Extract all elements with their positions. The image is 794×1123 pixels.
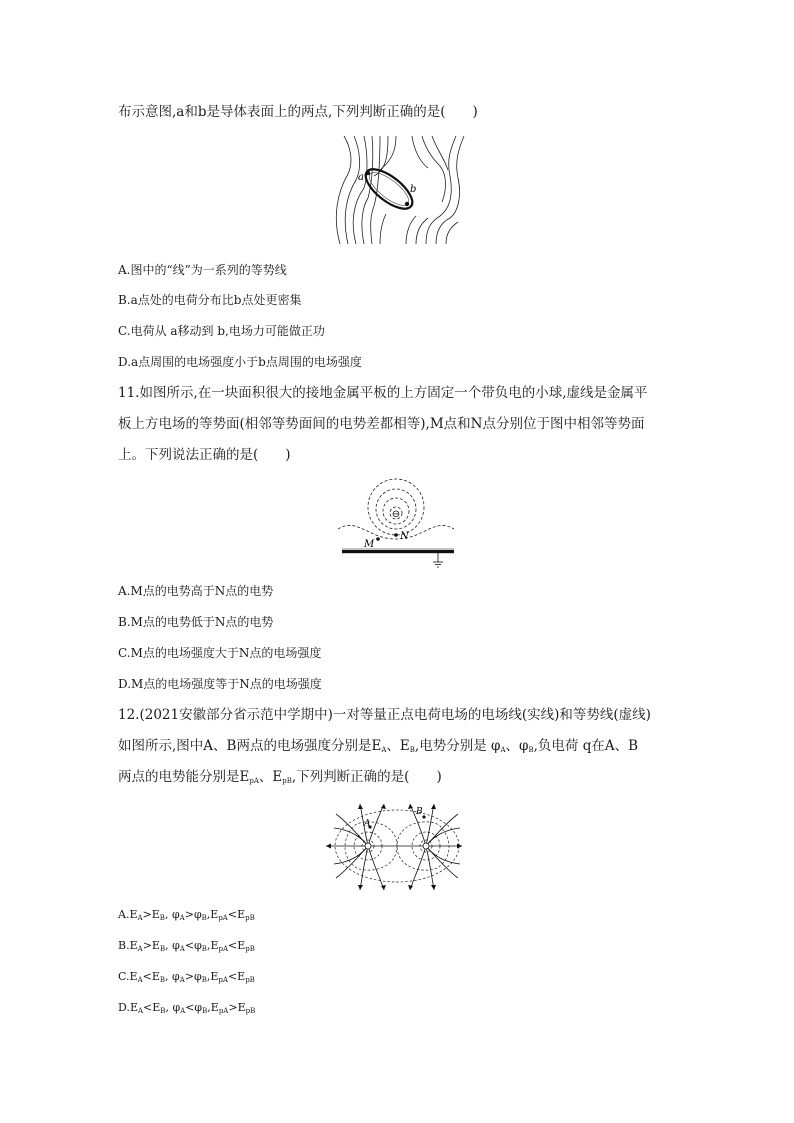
q11-option-b: B.M点的电势低于N点的电势: [118, 615, 274, 629]
arrowheads: [326, 804, 462, 890]
q11-option-a: A.M点的电势高于N点的电势: [118, 584, 274, 598]
q11-stem-line3: 上。下列说法正确的是( ): [118, 447, 291, 463]
field-lines: [326, 804, 462, 890]
q10-figure: [330, 136, 465, 244]
label-n: N: [400, 531, 409, 542]
charge-left: [365, 843, 371, 849]
label-b: B: [416, 807, 423, 817]
negative-charge-icon: ⊖: [391, 509, 401, 520]
label-b: b: [410, 184, 417, 195]
point-a: [366, 171, 370, 175]
point-b: [405, 202, 409, 206]
q12-option-b: $B.E_A>E_B$, $\varphi_A<\varphi_B,E_{pA}<E_{pB}$: [118, 939, 255, 953]
metal-plate: [342, 550, 454, 553]
point-m: [376, 537, 380, 541]
q12-option-a: $A.E_A>E_B$, $\varphi_A>\varphi_B,E_{pA}<E_{pB}$: [118, 908, 255, 922]
charge-right: [423, 843, 429, 849]
q11-stem-line1: 11.如图所示,在一块面积很大的接地金属平板的上方固定一个带负电的小球,虚线是金属平: [118, 385, 648, 401]
q12-figure: [324, 800, 464, 895]
q11-option-d: D.M点的电场强度等于N点的电场强度: [118, 677, 322, 691]
q12-stem-line1: 12.(2021安徽部分省示范中学期中)一对等量正点电荷电场的电场线(实线)和等势线(虚线): [118, 707, 651, 723]
label-a: a: [358, 172, 364, 183]
q11-figure: [338, 473, 458, 570]
label-a: A: [364, 819, 371, 829]
q12-option-d: $D.E_A<E_B$, $\varphi_A<\varphi_B,E_{pA}>E_{pB}$: [118, 1001, 256, 1015]
q11-option-c: C.M点的电场强度大于N点的电场强度: [118, 646, 322, 660]
q12-stem-line2: 如图所示,图中A、B两点的电场强度分别是$E_A$、$E_B$,电势分别是 $\varphi_A$、$\varphi_B$,负电荷 q在A、B: [118, 738, 639, 754]
q12-stem-line3: 两点的电势能分别是$E_{pA}$、$E_{pB}$,下列判断正确的是( ): [118, 769, 442, 785]
q10-option-c: C.电荷从 a移动到 b,电场力可能做正功: [118, 324, 325, 338]
q12-option-c: $C.E_A<E_B$, $\varphi_A>\varphi_B,E_{pA}<E_{pB}$: [118, 970, 255, 984]
q10-option-d: D.a点周围的电场强度小于b点周围的电场强度: [118, 355, 362, 369]
q11-stem-line2: 板上方电场的等势面(相邻等势面间的电势差都相等),M点和N点分别位于图中相邻等势面: [118, 416, 645, 432]
point-b: [422, 815, 425, 818]
label-m: M: [364, 539, 375, 550]
q10-option-a: A.图中的“线”为一系列的等势线: [118, 263, 287, 277]
q10-stem: 布示意图,a和b是导体表面上的两点,下列判断正确的是( ): [118, 104, 478, 120]
field-lines: [336, 136, 464, 244]
q10-option-b: B.a点处的电荷分布比b点处更密集: [118, 293, 302, 307]
point-n: [394, 533, 398, 537]
